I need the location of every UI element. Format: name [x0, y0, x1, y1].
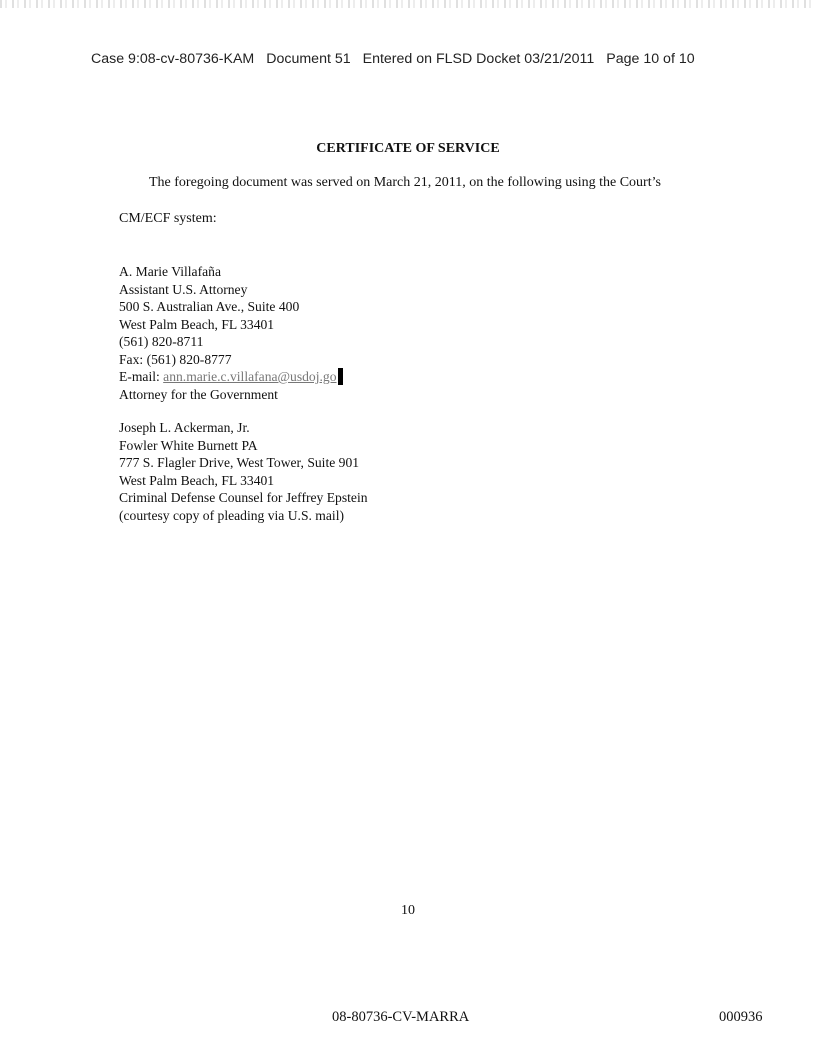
recipient-role: Attorney for the Government — [119, 386, 278, 402]
recipient-address-line-1: 500 S. Australian Ave., Suite 400 — [119, 299, 300, 314]
recipient-firm: Fowler White Burnett PA — [119, 437, 258, 453]
redaction-mark — [338, 368, 343, 385]
footer-bates-number: 000936 — [719, 1009, 763, 1025]
recipient-title: Assistant U.S. Attorney — [119, 281, 248, 297]
recipient-email-line — [119, 368, 343, 386]
email-link[interactable]: ann.marie.c.villafana@usdoj.go — [163, 369, 337, 384]
recipient-government — [119, 263, 343, 403]
recipient-phone: (561) 820-8711 — [119, 334, 204, 349]
recipient-name: Joseph L. Ackerman, Jr. — [119, 420, 250, 435]
recipient-address-line-2: West Palm Beach, FL 33401 — [119, 316, 275, 332]
intro-line-2: CM/ECF system: — [119, 211, 217, 226]
scan-edge-artifact — [0, 0, 816, 8]
docket-header — [91, 51, 791, 67]
docket-entry-date: Entered on FLSD Docket 03/21/2011 — [362, 51, 595, 67]
recipient-note: (courtesy copy of pleading via U.S. mail) — [119, 507, 344, 523]
page-number: 10 — [401, 903, 415, 918]
intro-line-1: The foregoing document was served on March 21, 2011, on the following using the Court’s — [149, 175, 661, 190]
case-number: Case 9:08-cv-80736-KAM — [91, 51, 255, 67]
document-number: Document 51 — [266, 51, 351, 67]
page-count: Page 10 of 10 — [606, 51, 695, 67]
recipient-address-line-1: 777 S. Flagler Drive, West Tower, Suite 901 — [119, 455, 360, 470]
recipient-fax: Fax: (561) 820-8777 — [119, 351, 232, 367]
recipient-name: A. Marie Villafaña — [119, 264, 221, 279]
recipient-defense — [119, 419, 368, 524]
recipient-role: Criminal Defense Counsel for Jeffrey Epstein — [119, 490, 368, 505]
recipient-address-line-2: West Palm Beach, FL 33401 — [119, 472, 275, 488]
email-label: E-mail: — [119, 369, 164, 384]
certificate-title: CERTIFICATE OF SERVICE — [316, 141, 500, 156]
footer-case-reference: 08-80736-CV-MARRA — [332, 1009, 470, 1025]
